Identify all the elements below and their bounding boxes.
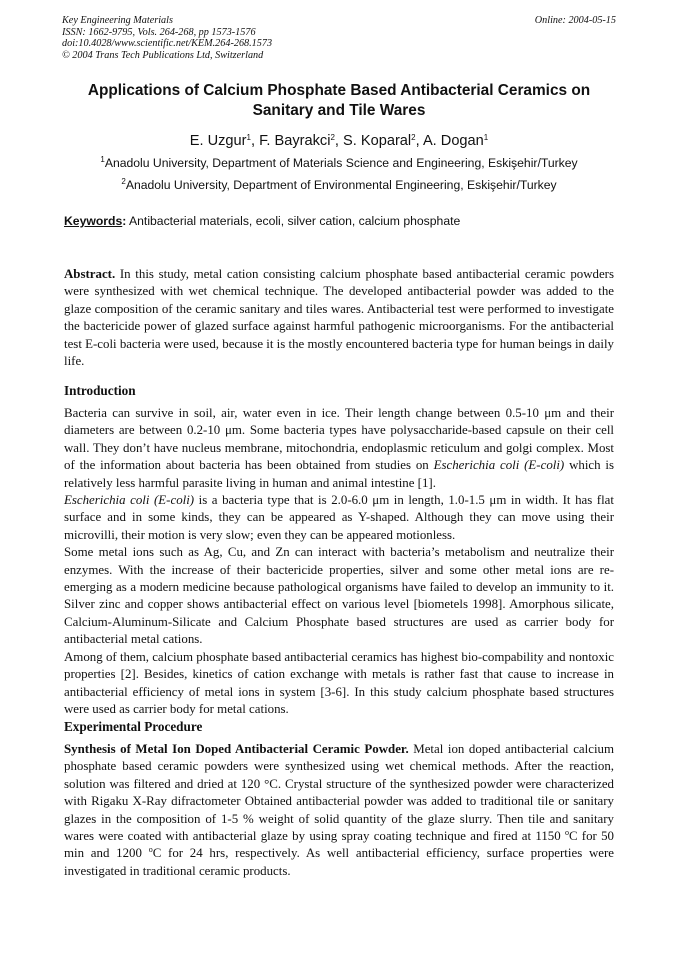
journal-header xyxy=(62,15,616,61)
abstract-text: In this study, metal cation consisting calcium phosphate based antibacterial ceramic powders were synthesized with wet chemical technique. The developed antibacterial powder was added to the glaze composition of the ceramic sanitary and tiles wares. Antibacterial test were performed to investigate the bactericide power of glazed surface against harmful pathogenic microorganisms. For the antibacterial test E-coli bacteria were used, because it is the mostly encountered bacteria type for human beings in daily life. xyxy=(64,267,614,369)
author: F. Bayrakci$^2$, xyxy=(259,133,344,149)
introduction-heading: Introduction xyxy=(64,383,136,398)
paragraph: Synthesis of Metal Ion Doped Antibacterial Ceramic Powder. Metal ion doped antibacterial calcium phosphate based ceramic powders were synthesized using wet chemical methods. After the reaction, solution was filtered and dried at 120 °C. Crystal structure of the synthesized powder were characterized with Rigaku X-Ray difractometer Obtained antibacterial powder was added to traditional tile or sanitary glazes in the composition of 1-5 % weight of solid quantity of the glaze slurry. Then tile and sanitary wares were coated with antibacterial glaze by using spray coating technique and fired at 1150 $^o$C for 50 min and 1200 $^o$C for 24 hrs, respectively. As well antibacterial efficiency, surface properties were investigated in traditional ceramic products. xyxy=(64,742,614,878)
author: A. Dogan$^1$ xyxy=(422,133,489,149)
paragraph: Escherichia coli (E-coli) is a bacteria type that is 2.0-6.0 μm in length, 1.0-1.5 μm in width. It has flat surface and in some kinds, they can be appeared as Y-shaped. Although they can move using their microvilli, their motion is very slow; even they can be appeared motionless. xyxy=(64,493,614,542)
abstract-label: Abstract. xyxy=(64,267,116,281)
copyright-line: © 2004 Trans Tech Publications Ltd, Switzerland xyxy=(62,49,264,61)
issn-line: ISSN: 1662-9795, Vols. 264-268, pp 1573-1576 xyxy=(62,26,256,38)
keywords: Keywords: Antibacterial materials, ecoli, silver cation, calcium phosphate xyxy=(64,214,461,228)
doi-line[interactable]: doi:10.4028/www.scientific.net/KEM.264-268.1573 xyxy=(62,38,273,50)
experimental-heading: Experimental Procedure xyxy=(64,719,203,734)
online-date: Online: 2004-05-15 xyxy=(534,15,616,26)
affiliation-2: $^2$Anadolu University, Department of Environmental Engineering, Eskişehir/Turkey xyxy=(121,177,557,192)
experimental-subheading: Synthesis of Metal Ion Doped Antibacterial Ceramic Powder. xyxy=(64,742,409,756)
abstract xyxy=(64,266,614,370)
affiliation-1: $^1$Anadolu University, Department of Materials Science and Engineering, Eskişehir/Turkey xyxy=(100,155,578,170)
paragraph: Bacteria can survive in soil, air, water even in ice. Their length change between 0.5-10 μm and their diameters are between 0.2-10 μm. Some bacteria types have polysaccharide-based capsule on their cell wall. They don’t have nucleus membrane, mitochondria, endoplasmic reticulum and golgi complex. Most of the information about bacteria has been obtained from studies on Escherichia coli (E-coli) which is relatively less harmful parasite living in human and animal intestine [1]. xyxy=(64,406,614,490)
paper-title: Applications of Calcium Phosphate Based Antibacterial Ceramics on Sanitary and Tile Wares xyxy=(87,82,591,119)
paragraph: Some metal ions such as Ag, Cu, and Zn can interact with bacteria’s metabolism and neutralize their enzymes. With the increase of their bactericide properties, silver and some other metal ions are re-emerging as a modern medicine because pathological organisms have failed to develop an immunity to it. Silver zinc and copper shows antibacterial effect on various level [biometels 1998]. Amorphous silicate, Calcium-Aluminum-Silicate and Calcium Phosphate based structures are used as carrier body for antibacterial metal cations. xyxy=(64,545,614,647)
journal-name: Key Engineering Materials xyxy=(62,15,173,26)
author: E. Uzgur$^1$, xyxy=(189,133,260,149)
author: S. Koparal$^2$, xyxy=(343,133,423,149)
paragraph: Among of them, calcium phosphate based antibacterial ceramics has highest bio-compability and nontoxic properties [2]. Besides, kinetics of cation exchange with metals is rather fast that cause to increase in antibacterial efficiency of metal ions in system [3-6]. In this study calcium phosphate based structures were used as carrier body for metal cations. xyxy=(64,649,614,716)
keywords-text: Antibacterial materials, ecoli, silver cation, calcium phosphate xyxy=(126,214,461,228)
author-list xyxy=(64,131,614,151)
keywords-label: Keywords xyxy=(64,214,123,228)
introduction-body xyxy=(64,405,614,718)
experimental-body xyxy=(64,741,614,880)
